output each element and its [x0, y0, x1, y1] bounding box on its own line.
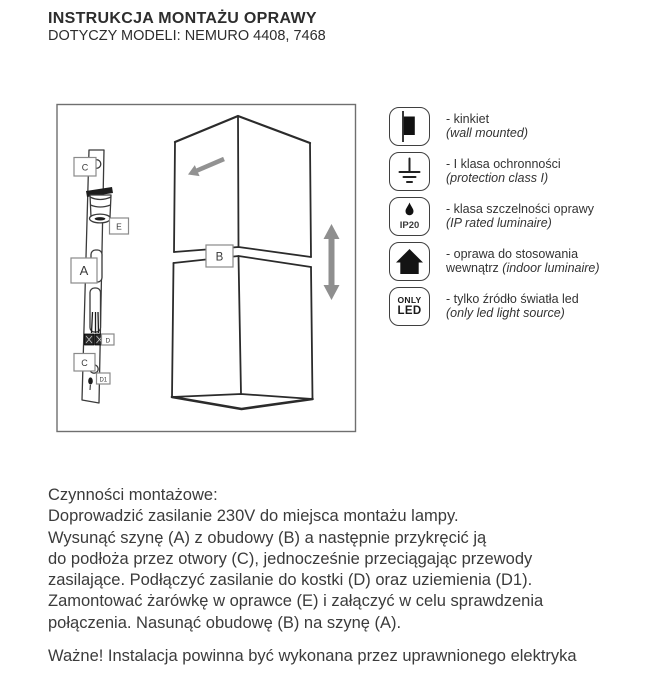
instruction-line: Doprowadzić zasilanie 230V do miejsca montażu lampy.	[48, 507, 459, 526]
svg-text:C: C	[81, 358, 88, 368]
instruction-line: Czynności montażowe:	[48, 486, 218, 504]
ip20-icon	[389, 197, 430, 236]
socket-slot	[95, 217, 106, 220]
legend-row-indoor: - oprawa do stosowania wewnątrz (indoor luminaire)	[389, 241, 645, 281]
important-note: Ważne! Instalacja powinna być wykonana przez uprawnionego elektryka	[48, 647, 577, 666]
wall-mounted-icon	[389, 107, 430, 146]
housing-b-drawing	[172, 116, 313, 409]
vertical-double-arrow	[324, 224, 340, 300]
legend-label-pl: - tylko źródło światła led	[446, 291, 579, 306]
legend-row-wall-mounted	[389, 106, 645, 146]
mounting-instructions	[48, 485, 638, 667]
legend-row-ip-rating	[389, 196, 645, 236]
legend-label-en: (only led light source)	[446, 306, 565, 320]
indoor-house-icon	[389, 242, 430, 281]
instruction-line: połączenia. Nasunąć obudowę (B) na szynę (A).	[48, 613, 402, 632]
svg-text:D: D	[105, 337, 111, 345]
only-led-icon: ONLY LED	[389, 287, 430, 326]
assembly-diagram	[56, 103, 358, 433]
label-d1	[97, 373, 111, 384]
instruction-line: Zamontować żarówkę w oprawce (E) i załączyć w celu sprawdzenia	[48, 592, 544, 611]
svg-text:C: C	[81, 162, 89, 173]
svg-text:D1: D1	[99, 377, 108, 384]
label-e	[110, 218, 129, 234]
svg-text:B: B	[215, 251, 224, 264]
page-subtitle: DOTYCZY MODELI: NEMURO 4408, 7468	[48, 28, 326, 44]
legend-label-pl: - I klasa ochronności	[446, 156, 561, 171]
earth-ground-icon	[389, 152, 430, 191]
legend-label-pl: - kinkiet	[446, 111, 490, 126]
legend-label-pl: - klasa szczelności oprawy	[446, 201, 594, 216]
label-c-top	[74, 158, 96, 177]
legend-row-led-only	[389, 286, 645, 326]
legend-label-en: (protection class I)	[446, 171, 549, 185]
legend-row-protection-class	[389, 151, 645, 191]
label-c-bottom	[74, 354, 95, 372]
slide-direction-arrow	[188, 159, 224, 176]
page-title: INSTRUKCJA MONTAŻU OPRAWY	[48, 10, 317, 27]
svg-text:IP20: IP20	[399, 219, 420, 231]
legend-label-pl: - oprawa do stosowania	[446, 246, 579, 261]
instruction-line: Wysunąć szynę (A) z obudowy (B) a następnie przykręcić ją	[48, 528, 487, 547]
svg-text:A: A	[79, 263, 89, 278]
earth-screw	[88, 377, 93, 384]
instruction-line: do podłoża przez otwory (C), jednocześnie przeciągając przewody	[48, 549, 533, 568]
legend	[389, 106, 645, 331]
legend-label-en: (wall mounted)	[446, 126, 528, 140]
label-b	[206, 245, 233, 267]
instruction-line: zasilające. Podłączyć zasilanie do kostki (D) oraz uziemienia (D1).	[48, 571, 533, 590]
label-a	[71, 258, 97, 283]
label-d	[102, 334, 115, 345]
svg-text:E: E	[116, 221, 122, 232]
legend-label-en: (indoor luminaire)	[502, 261, 600, 275]
legend-label-en: (IP rated luminaire)	[446, 216, 552, 230]
